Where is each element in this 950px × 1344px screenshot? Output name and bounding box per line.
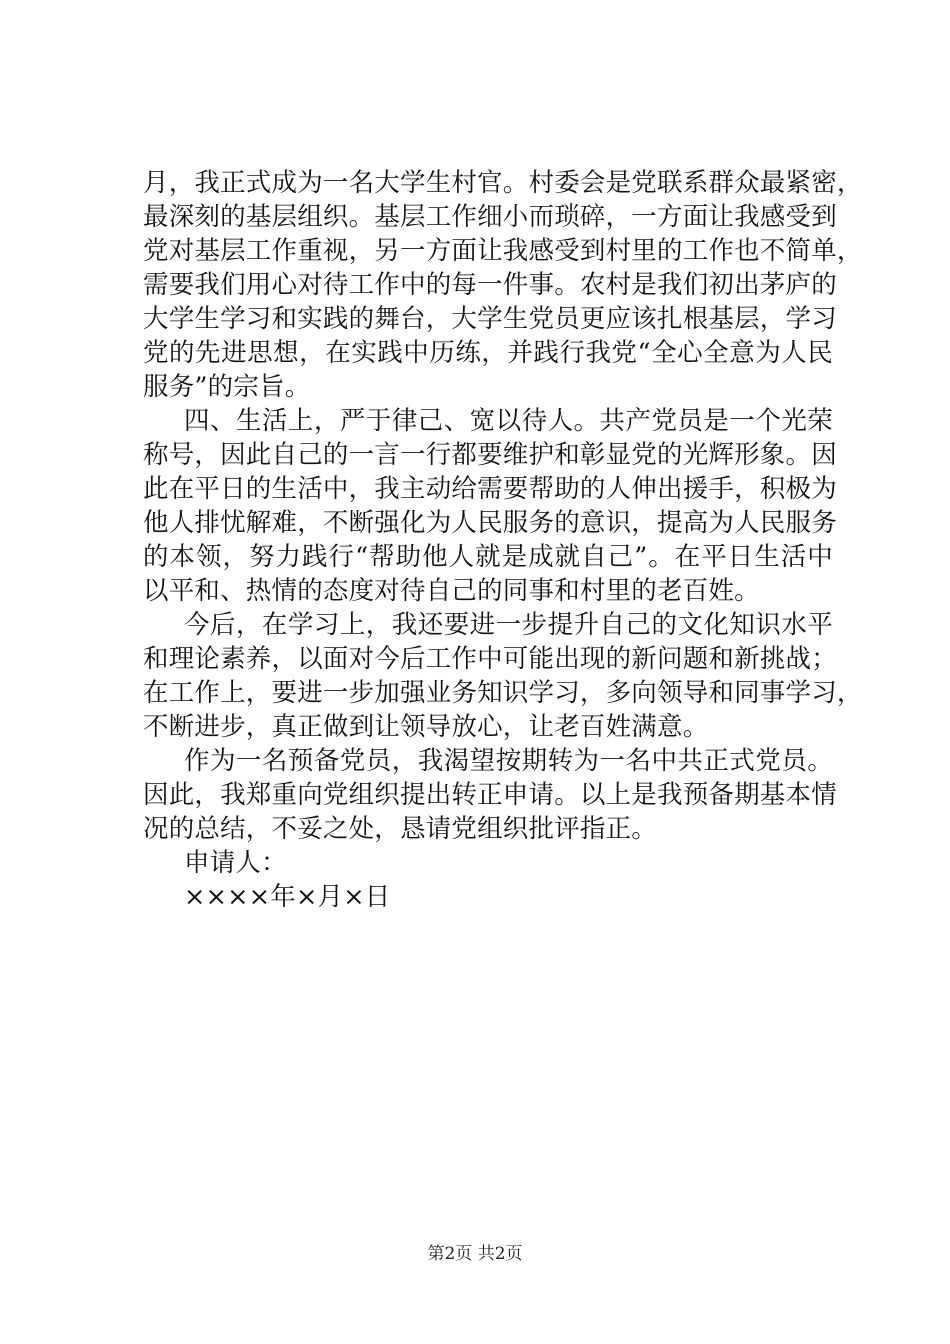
paragraph-line: 不断进步，真正做到让领导放心，让老百姓满意。 (143, 712, 709, 742)
paragraph-4 (143, 744, 837, 846)
document-body (143, 166, 863, 914)
paragraph-line: 作为一名预备党员，我渴望按期转为一名中共正式党员。 (184, 746, 833, 776)
applicant-label: 申请人： (184, 848, 287, 878)
paragraph-line: 因此，我郑重向党组织提出转正申请。以上是我预备期基本情 (143, 780, 837, 810)
signature-block (143, 846, 833, 914)
paragraph-2 (143, 404, 837, 608)
paragraph-line: 大学生学习和实践的舞台，大学生党员更应该扎根基层，学习 (143, 304, 837, 334)
paragraph-line: 今后，在学习上，我还要进一步提升自己的文化知识水平 (184, 610, 833, 640)
signature-date: ××××年×月×日 (184, 882, 391, 912)
paragraph-line: 最深刻的基层组织。基层工作细小而琐碎，一方面让我感受到 (143, 202, 837, 232)
paragraph-line: 和理论素养，以面对今后工作中可能出现的新问题和新挑战； (143, 644, 837, 674)
paragraph-line: 况的总结，不妥之处，恳请党组织批评指正。 (143, 814, 658, 844)
paragraph-line: 服务”的宗旨。 (143, 372, 311, 402)
paragraph-line: 此在平日的生活中，我主动给需要帮助的人伸出援手，积极为 (143, 474, 837, 504)
paragraph-line: 他人排忧解难，不断强化为人民服务的意识，提高为人民服务 (143, 508, 837, 538)
paragraph-line: 的本领，努力践行“帮助他人就是成就自己”。在平日生活中 (143, 542, 833, 572)
page-indicator: 第2页 共2页 (427, 1244, 523, 1264)
paragraph-1 (143, 166, 863, 404)
page-footer (0, 1243, 950, 1265)
paragraph-3 (143, 608, 863, 744)
paragraph-line: 称号，因此自己的一言一行都要维护和彰显党的光辉形象。因 (143, 440, 837, 470)
paragraph-line: 党对基层工作重视，另一方面让我感受到村里的工作也不简单， (143, 236, 863, 266)
paragraph-line: 以平和、热情的态度对待自己的同事和村里的老百姓。 (143, 576, 760, 606)
paragraph-line: 党的先进思想，在实践中历练，并践行我党“全心全意为人民 (143, 338, 833, 368)
paragraph-line: 月，我正式成为一名大学生村官。村委会是党联系群众最紧密， (143, 168, 863, 198)
paragraph-line: 在工作上，要进一步加强业务知识学习，多向领导和同事学习， (143, 678, 863, 708)
paragraph-line: 需要我们用心对待工作中的每一件事。农村是我们初出茅庐的 (143, 270, 837, 300)
paragraph-line: 四、生活上，严于律己、宽以待人。共产党员是一个光荣 (184, 406, 833, 436)
